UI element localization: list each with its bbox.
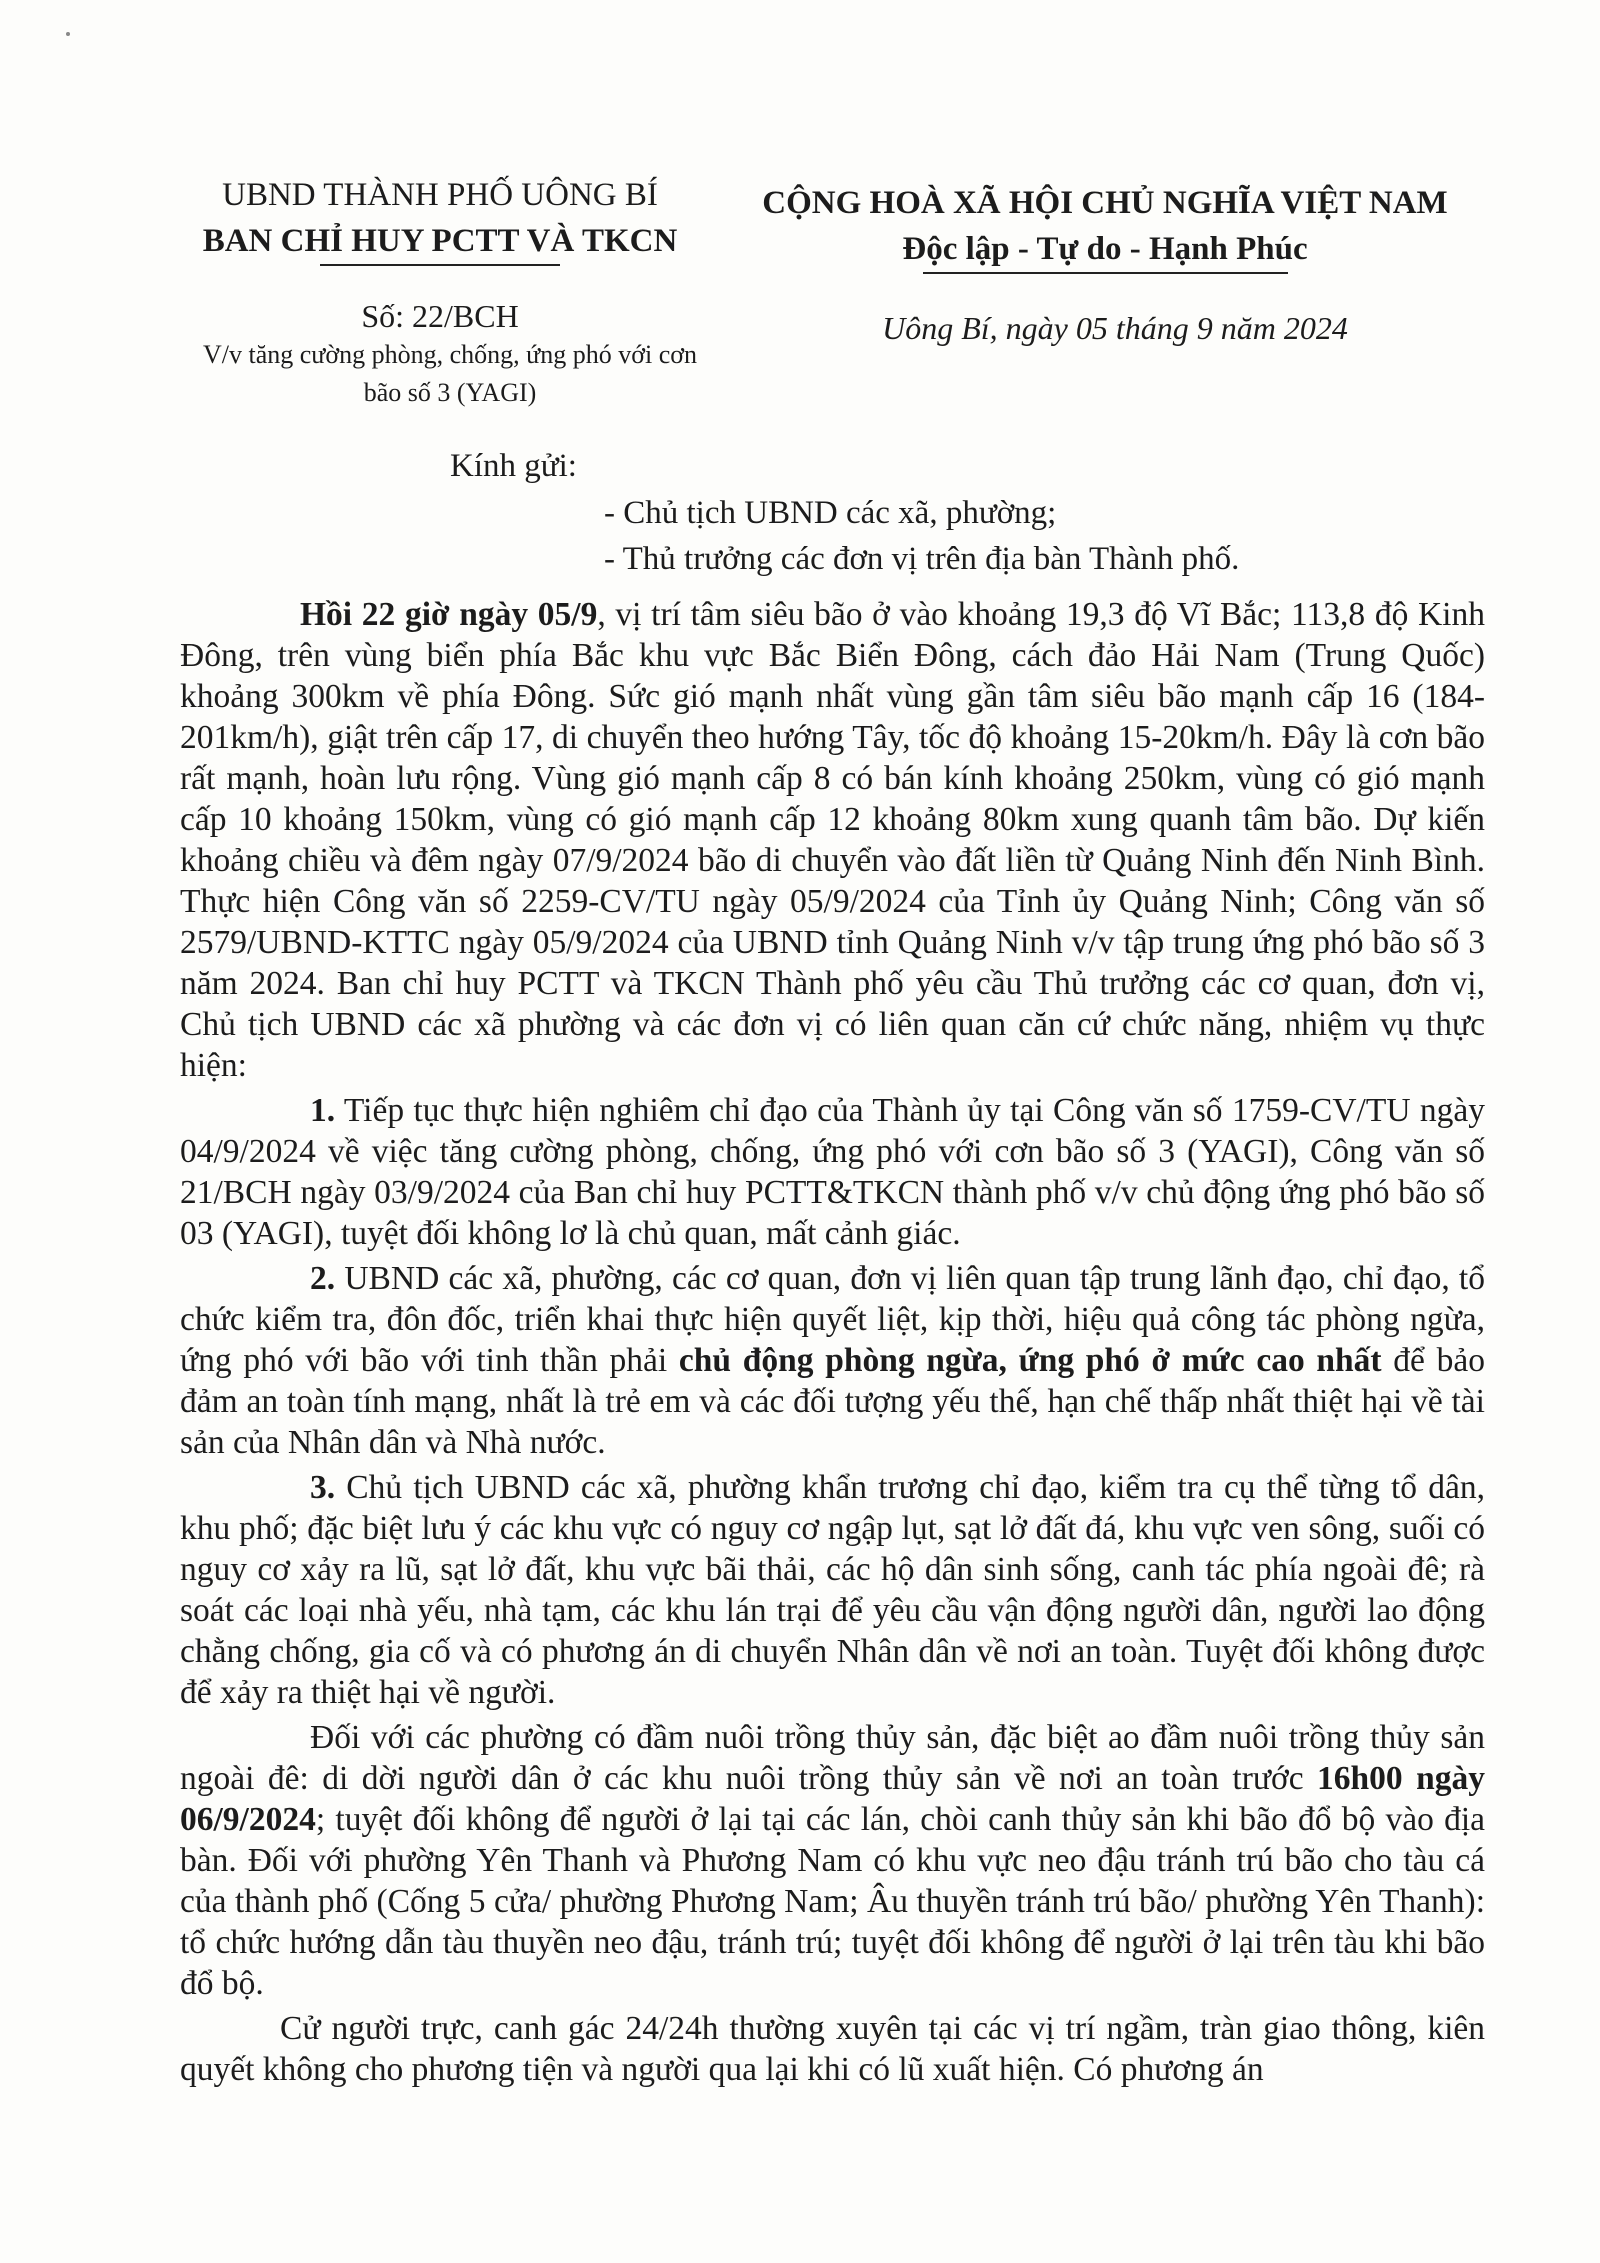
national-heading — [715, 180, 1495, 274]
paragraph-item-2: 2. UBND các xã, phường, các cơ quan, đơn vị liên quan tập trung lãnh đạo, chỉ đạo, tổ chức kiểm tra, đôn đốc, triển khai thực hiện quyết liệt, kịp thời, hiệu quả công tác phòng ngừa, ứng phó với bão với tinh thần phải chủ động phòng ngừa, ứng phó ở mức cao nhất để bảo đảm an toàn tính mạng, nhất là trẻ em và các đối tượng yếu thế, hạn chế thấp nhất thiệt hại về tài sản của Nhân dân và Nhà nước. — [180, 1260, 1485, 1461]
document-number: Số: 22/BCH — [361, 298, 519, 334]
issuer-underline — [320, 264, 560, 266]
nation-name: CỘNG HOÀ XÃ HỘI CHỦ NGHĨA VIỆT NAM — [762, 185, 1448, 221]
agency-name: UBND THÀNH PHỐ UÔNG BÍ — [222, 177, 658, 213]
paragraph-aquaculture: Đối với các phường có đầm nuôi trồng thủy sản, đặc biệt ao đầm nuôi trồng thủy sản ngoài đê: di dời người dân ở các khu nuôi trồng thủy sản về nơi an toàn trước 16h00 ngày 06/9/2024; tuyệt đối không để người ở lại tại các lán, chòi canh thủy sản khi bão đổ bộ vào địa bàn. Đối với phường Yên Thanh và Phương Nam có khu vực neo đậu tránh trú bão cho tàu cá của thành phố (Cống 5 cửa/ phường Phương Nam; Âu thuyền tránh trú bão/ phường Yên Thanh): tổ chức hướng dẫn tàu thuyền neo đậu, tránh trú; tuyệt đối không để người ở lại trên tàu khi bão đổ bộ. — [180, 1719, 1485, 2002]
committee-name: BAN CHỈ HUY PCTT VÀ TKCN — [202, 223, 678, 259]
scan-speck — [66, 32, 70, 36]
recipient-item: - Thủ trưởng các đơn vị trên địa bàn Thành phố. — [604, 541, 1240, 577]
national-motto: Độc lập - Tự do - Hạnh Phúc — [902, 231, 1308, 267]
document-body — [180, 594, 1485, 2094]
document-subject: V/v tăng cường phòng, chống, ứng phó với cơn bão số 3 (YAGI) — [202, 340, 698, 407]
paragraph-guard-duty: Cử người trực, canh gác 24/24h thường xuyên tại các vị trí ngầm, tràn giao thông, kiên quyết không cho phương tiện và người qua lại khi có lũ xuất hiện. Có phương án — [180, 2010, 1485, 2088]
paragraph-item-1: 1. Tiếp tục thực hiện nghiêm chỉ đạo của Thành ủy tại Công văn số 1759-CV/TU ngày 04/9/2024 về việc tăng cường phòng, chống, ứng phó với cơn bão số 3 (YAGI), Công văn số 21/BCH ngày 03/9/2024 của Ban chỉ huy PCTT&TKCN thành phố v/v chủ động ứng phó bão số 03 (YAGI), tuyệt đối không lơ là chủ quan, mất cảnh giác. — [180, 1092, 1485, 1252]
date-line: Uông Bí, ngày 05 tháng 9 năm 2024 — [882, 310, 1348, 346]
paragraph-item-3: 3. Chủ tịch UBND các xã, phường khẩn trương chỉ đạo, kiểm tra cụ thể từng tổ dân, khu phố; đặc biệt lưu ý các khu vực có nguy cơ ngập lụt, sạt lở đất đá, khu vực ven sông, suối có nguy cơ xảy ra lũ, sạt lở đất, khu vực bãi thải, các hộ dân sinh sống, canh tác phía ngoài đê; rà soát các loại nhà yếu, nhà tạm, các khu lán trại để yêu cầu vận động người dân, người lao động chằng chống, gia cố và có phương án di chuyển Nhân dân về nơi an toàn. Tuyệt đối không được để xảy ra thiệt hại về người. — [180, 1469, 1485, 1711]
issuer-block — [180, 172, 700, 266]
recipients-label: Kính gửi: — [450, 448, 577, 484]
situation-time: Hồi 22 giờ ngày 05/9 — [300, 596, 598, 633]
recipients-list — [604, 490, 1239, 582]
recipient-item: - Chủ tịch UBND các xã, phường; — [604, 495, 1057, 531]
motto-underline — [923, 272, 1288, 274]
paragraph-situation: Hồi 22 giờ ngày 05/9, vị trí tâm siêu bão ở vào khoảng 19,3 độ Vĩ Bắc; 113,8 độ Kinh Đông, trên vùng biển phía Bắc khu vực Bắc Biển Đông, cách đảo Hải Nam (Trung Quốc) khoảng 300km về phía Đông. Sức gió mạnh nhất vùng gần tâm siêu bão mạnh cấp 16 (184-201km/h), giật trên cấp 17, di chuyển theo hướng Tây, tốc độ khoảng 15-20km/h. Đây là cơn bão rất mạnh, hoàn lưu rộng. Vùng gió mạnh cấp 8 có bán kính khoảng 250km, vùng có gió mạnh cấp 10 khoảng 150km, vùng có gió mạnh cấp 12 khoảng 80km xung quanh tâm bão. Dự kiến khoảng chiều và đêm ngày 07/9/2024 bão di chuyển vào đất liền từ Quảng Ninh đến Ninh Bình. Thực hiện Công văn số 2259-CV/TU ngày 05/9/2024 của Tỉnh ủy Quảng Ninh; Công văn số 2579/UBND-KTTC ngày 05/9/2024 của UBND tỉnh Quảng Ninh v/v tập trung ứng phó bão số 3 năm 2024. Ban chỉ huy PCTT và TKCN Thành phố yêu cầu Thủ trưởng các cơ quan, đơn vị, Chủ tịch UBND các xã phường và các đơn vị có liên quan căn cứ chức năng, nhiệm vụ thực hiện: — [180, 596, 1485, 1084]
